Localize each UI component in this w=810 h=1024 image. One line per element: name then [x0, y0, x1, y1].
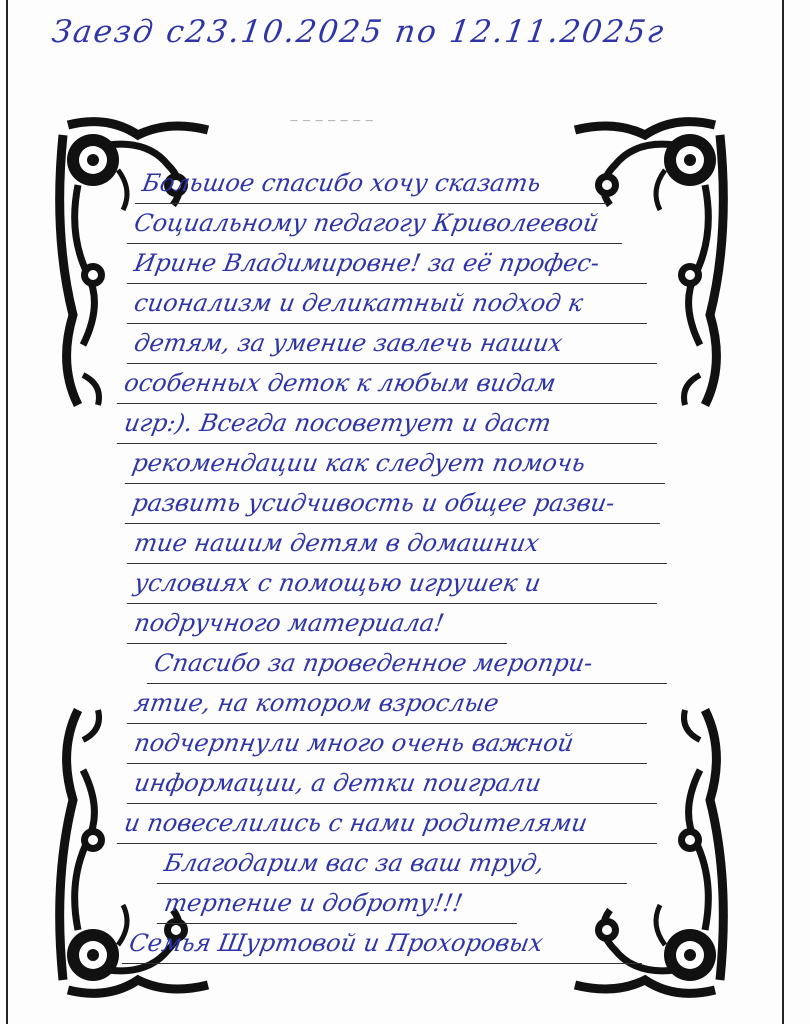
letter-line: подручного материала! [127, 608, 513, 644]
tiny-print-mark: — — — — — — — [290, 116, 375, 125]
letter-line: рекомендации как следует помочь [125, 448, 671, 484]
letter-line: развить усидчивость и общее разви- [125, 488, 666, 524]
letter-line: терпение и доброту!!! [157, 888, 523, 924]
letter-line: и повеселились с нами родителями [117, 808, 663, 844]
letter-line: игр:). Всегда посоветует и даст [117, 408, 663, 444]
letter-line: Ирине Владимировне! за её профес- [127, 248, 653, 284]
stay-dates-header: Заезд с23.10.2025 по 12.11.2025г [49, 14, 668, 50]
letter-line: тие нашим детям в домашних [127, 528, 673, 564]
letter-line: особенных деток к любым видам [117, 368, 663, 404]
letter-line: детям, за умение завлечь наших [127, 328, 663, 364]
letter-line: Семья Шуртовой и Прохоровых [122, 928, 648, 964]
letter-line: ятие, на котором взрослые [127, 688, 653, 724]
letter-line: информации, а детки поиграли [127, 768, 663, 804]
letter-line: Спасибо за проведенное меропри- [147, 648, 673, 684]
letter-line: сионализм и деликатный подход к [127, 288, 653, 324]
letter-line: условиях с помощью игрушек и [127, 568, 663, 604]
letter-line: подчерпнули много очень важной [127, 728, 653, 764]
letter-line: Большое спасибо хочу сказать [135, 168, 613, 204]
letter-line: Благодарим вас за ваш труд, [157, 848, 633, 884]
letter-line: Социальному педагогу Криволеевой [127, 208, 628, 244]
